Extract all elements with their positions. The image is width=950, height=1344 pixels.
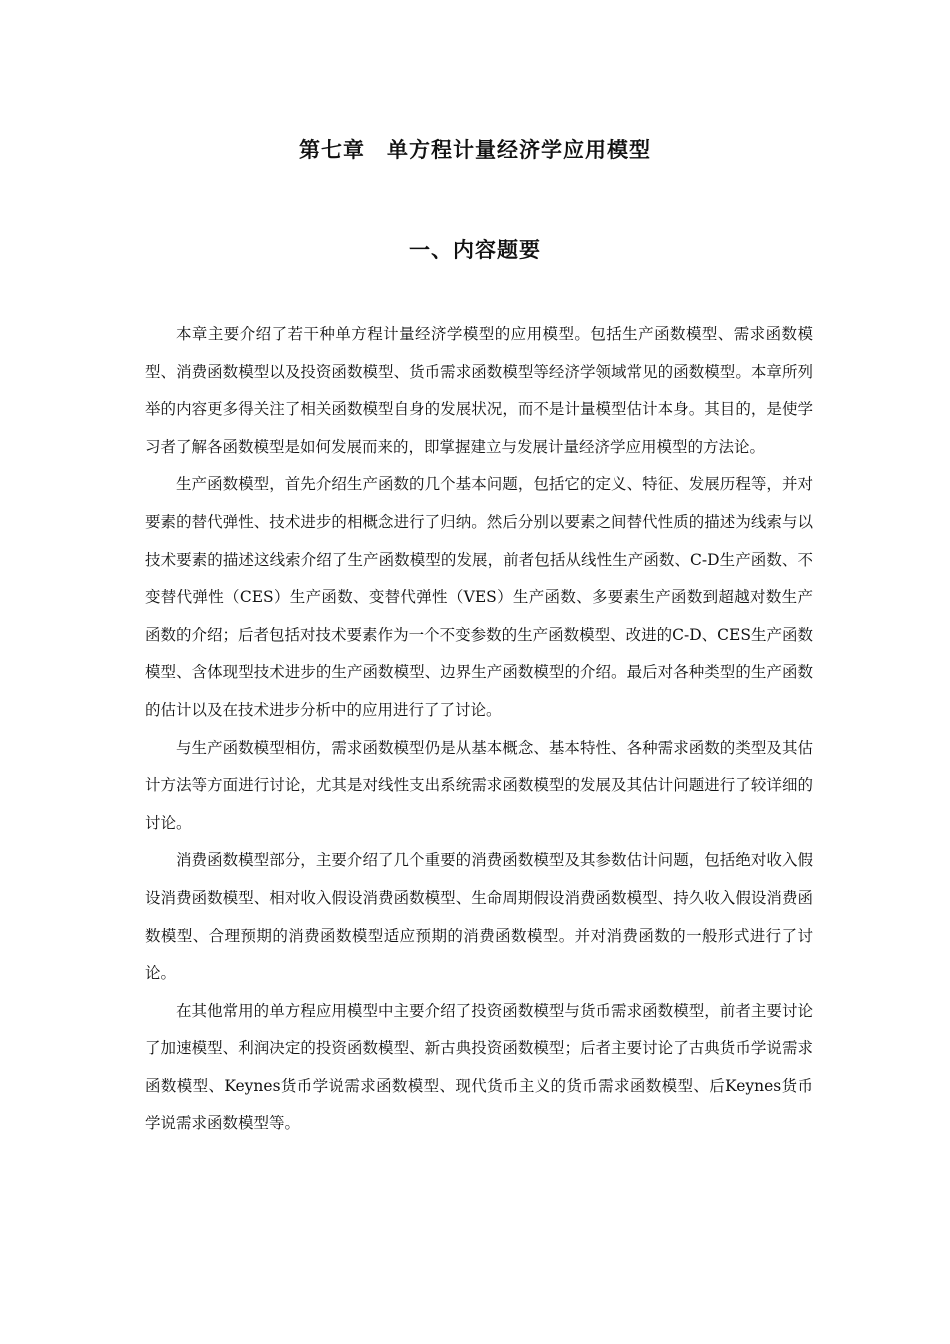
chapter-name: 单方程计量经济学应用模型 (387, 138, 651, 162)
paragraph-demand-function: 与生产函数模型相仿，需求函数模型仍是从基本概念、基本特性、各种需求函数的类型及其估计方法等方面进行讨论，尤其是对线性支出系统需求函数模型的发展及其估计问题进行了较详细的讨论。 (145, 738, 813, 832)
chapter-title (0, 134, 950, 164)
paragraph-consumption-function: 消费函数模型部分，主要介绍了几个重要的消费函数模型及其参数估计问题，包括绝对收入假设消费函数模型、相对收入假设消费函数模型、生命周期假设消费函数模型、持久收入假设消费函数模型、合理预期的消费函数模型适应预期的消费函数模型。并对消费函数的一般形式进行了讨论。 (145, 851, 813, 983)
section-title: 一、内容题要 (409, 238, 541, 262)
paragraph-overview: 本章主要介绍了若干种单方程计量经济学模型的应用模型。包括生产函数模型、需求函数模型、消费函数模型以及投资函数模型、货币需求函数模型等经济学领域常见的函数模型。本章所列举的内容更多得关注了相关函数模型自身的发展状况，而不是计量模型估计本身。其目的，是使学习者了解各函数模型是如何发展而来的，即掌握建立与发展计量经济学应用模型的方法论。 (145, 325, 813, 456)
paragraph-production-function: 生产函数模型，首先介绍生产函数的几个基本问题，包括它的定义、特征、发展历程等，并对要素的替代弹性、技术进步的相概念进行了归纳。然后分别以要素之间替代性质的描述为线索与以技术要素的描述这线索介绍了生产函数模型的发展，前者包括从线性生产函数、C-D生产函数、不变替代弹性（CES）生产函数、变替代弹性（VES）生产函数、多要素生产函数到超越对数生产函数的介绍；后者包括对技术要素作为一个不变参数的生产函数模型、改进的C-D、CES生产函数模型、含体现型技术进步的生产函数模型、边界生产函数模型的介绍。最后对各种类型的生产函数的估计以及在技术进步分析中的应用进行了了讨论。 (145, 475, 813, 719)
paragraph-other-models: 在其他常用的单方程应用模型中主要介绍了投资函数模型与货币需求函数模型，前者主要讨论了加速模型、利润决定的投资函数模型、新古典投资函数模型；后者主要讨论了古典货币学说需求函数模型、Keynes货币学说需求函数模型、现代货币主义的货币需求函数模型、后Keynes货币学说需求函数模型等。 (145, 1001, 813, 1133)
body-text (145, 316, 813, 1143)
chapter-number: 第七章 (299, 138, 365, 162)
